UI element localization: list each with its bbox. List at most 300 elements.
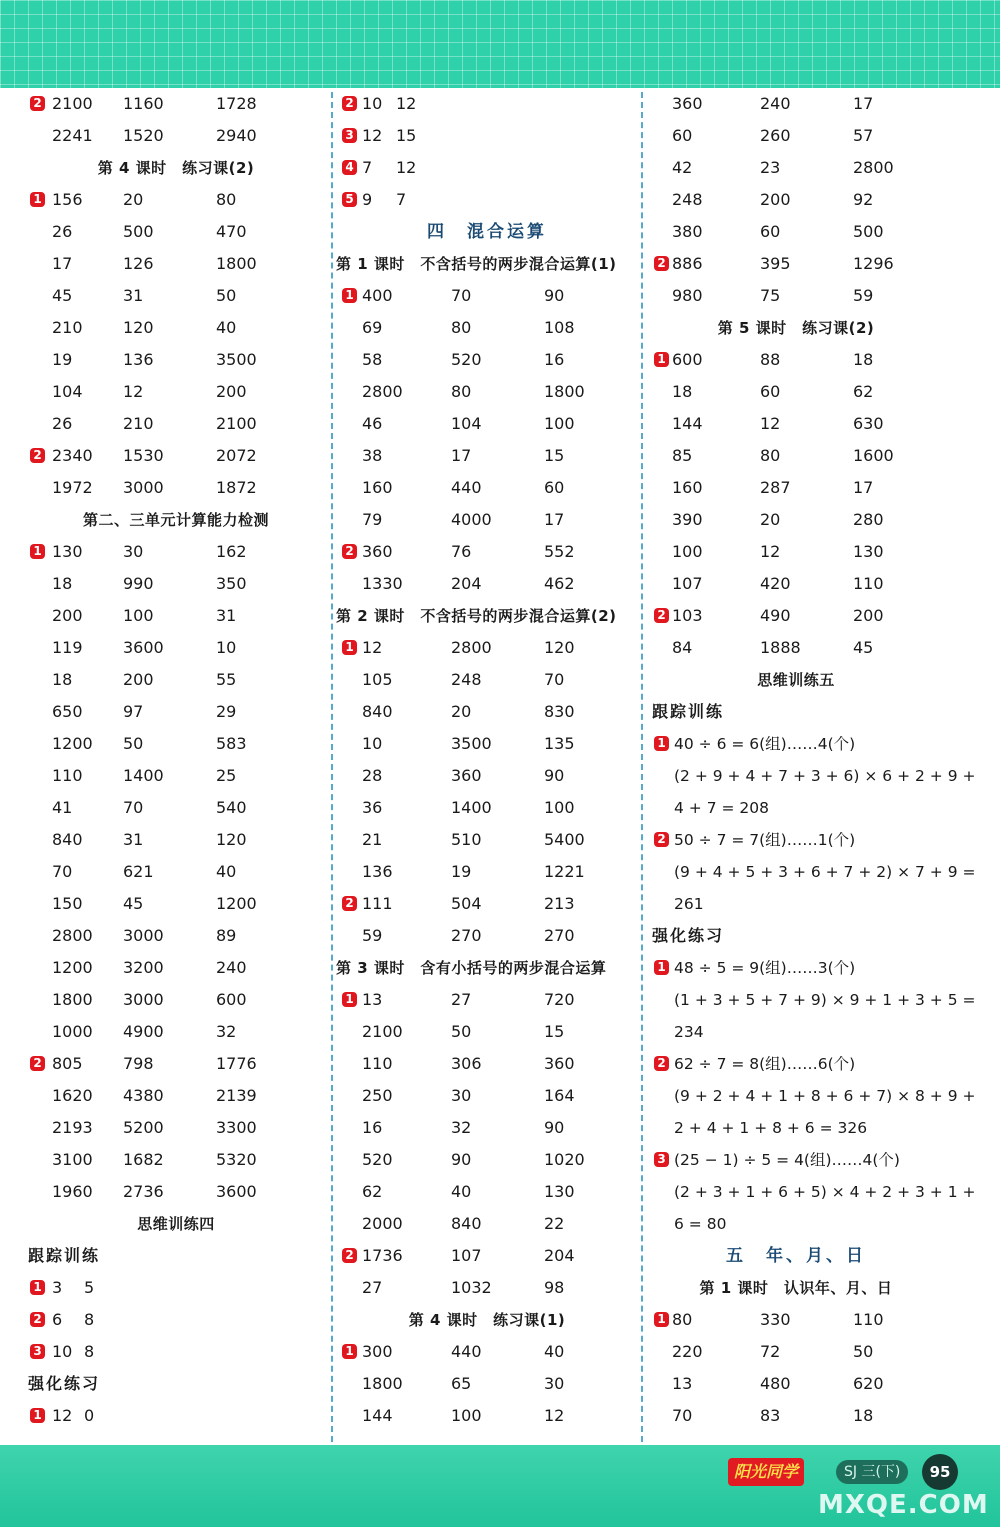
answer-row <box>22 1080 330 1112</box>
answer-value: 287 <box>760 478 791 497</box>
solution-text: 40 ÷ 6 = 6(组)……4(个) <box>674 735 856 753</box>
answer-value: 1620 <box>52 1086 93 1105</box>
answer-value: 12 <box>52 1406 73 1425</box>
answer-value: 350 <box>216 574 247 593</box>
answer-row <box>646 568 946 600</box>
brand-logo: 阳光同学 <box>728 1458 804 1486</box>
answer-row <box>22 1144 330 1176</box>
answer-value: 83 <box>760 1406 781 1425</box>
answer-value: 69 <box>362 318 383 337</box>
answer-row <box>334 344 640 376</box>
answer-value: 840 <box>451 1214 482 1233</box>
answer-value: 17 <box>451 446 472 465</box>
answer-column-1 <box>22 88 330 1445</box>
answer-value: 90 <box>451 1150 472 1169</box>
answer-value: 15 <box>396 126 417 145</box>
answer-value: 62 <box>853 382 874 401</box>
answer-value: 70 <box>672 1406 693 1425</box>
solution-line <box>646 1144 946 1176</box>
answer-value: 204 <box>451 574 482 593</box>
answer-value: 300 <box>362 1342 393 1361</box>
answer-value: 40 <box>544 1342 565 1361</box>
answer-row <box>334 472 640 504</box>
solution-line <box>646 1112 946 1144</box>
answer-value: 2736 <box>123 1182 164 1201</box>
answer-row <box>22 1272 330 1304</box>
answer-value: 630 <box>853 414 884 433</box>
answer-row <box>334 920 640 952</box>
question-number-badge: 1 <box>654 1312 669 1327</box>
answer-row <box>646 376 946 408</box>
answer-row <box>334 1272 640 1304</box>
answer-value: 60 <box>760 382 781 401</box>
answer-value: 840 <box>52 830 83 849</box>
answer-value: 2241 <box>52 126 93 145</box>
answer-row <box>22 344 330 376</box>
answer-value: 720 <box>544 990 575 1009</box>
answer-value: 29 <box>216 702 237 721</box>
answer-value: 6 <box>52 1310 63 1329</box>
answer-value: 4000 <box>451 510 492 529</box>
answer-row <box>646 280 946 312</box>
question-number-badge: 1 <box>654 352 669 367</box>
answer-value: 20 <box>123 190 144 209</box>
answer-value: 100 <box>123 606 154 625</box>
answer-row <box>646 632 946 664</box>
answer-value: 2800 <box>362 382 403 401</box>
answer-value: 90 <box>544 286 565 305</box>
solution-line <box>646 728 946 760</box>
answer-value: 520 <box>451 350 482 369</box>
answer-value: 160 <box>362 478 393 497</box>
answer-row <box>22 312 330 344</box>
answer-value: 3500 <box>451 734 492 753</box>
answer-value: 600 <box>216 990 247 1009</box>
answer-value: 798 <box>123 1054 154 1073</box>
answer-value: 75 <box>760 286 781 305</box>
answer-value: 130 <box>52 542 83 561</box>
answer-column-2 <box>334 88 640 1445</box>
question-number-badge: 2 <box>654 256 669 271</box>
section-heading: 第 1 课时 不含括号的两步混合运算(1) <box>336 255 617 273</box>
answer-value: 92 <box>853 190 874 209</box>
answer-value: 50 <box>853 1342 874 1361</box>
answer-row <box>646 248 946 280</box>
answer-value: 126 <box>123 254 154 273</box>
answer-value: 60 <box>760 222 781 241</box>
answer-value: 2100 <box>362 1022 403 1041</box>
answer-value: 1200 <box>52 734 93 753</box>
answer-value: 110 <box>853 1310 884 1329</box>
answer-value: 22 <box>544 1214 565 1233</box>
answer-value: 470 <box>216 222 247 241</box>
solution-text: (2 + 3 + 1 + 6 + 5) × 4 + 2 + 3 + 1 + <box>674 1183 976 1201</box>
section-heading: 第 1 课时 认识年、月、日 <box>699 1279 893 1297</box>
question-number-badge: 2 <box>654 608 669 623</box>
question-number-badge: 5 <box>342 192 357 207</box>
answer-value: 270 <box>451 926 482 945</box>
answer-row <box>22 280 330 312</box>
answer-row <box>646 440 946 472</box>
answer-value: 119 <box>52 638 83 657</box>
answer-row <box>646 344 946 376</box>
solution-line <box>646 856 976 888</box>
answer-value: 1000 <box>52 1022 93 1041</box>
answer-row <box>334 1144 640 1176</box>
question-number-badge: 1 <box>30 1408 45 1423</box>
answer-value: 120 <box>123 318 154 337</box>
answer-value: 88 <box>760 350 781 369</box>
answer-value: 41 <box>52 798 73 817</box>
answer-value: 805 <box>52 1054 83 1073</box>
solution-text: 261 <box>674 895 704 913</box>
answer-value: 552 <box>544 542 575 561</box>
solution-line <box>646 1208 946 1240</box>
answer-row <box>334 1240 640 1272</box>
answer-value: 17 <box>52 254 73 273</box>
answer-value: 13 <box>362 990 383 1009</box>
answer-value: 2800 <box>451 638 492 657</box>
answer-value: 70 <box>451 286 472 305</box>
solution-text: 234 <box>674 1023 704 1041</box>
answer-value: 540 <box>216 798 247 817</box>
answer-row <box>334 984 640 1016</box>
answer-value: 4900 <box>123 1022 164 1041</box>
answer-value: 1888 <box>760 638 801 657</box>
answer-value: 4380 <box>123 1086 164 1105</box>
answer-value: 110 <box>362 1054 393 1073</box>
answer-value: 162 <box>216 542 247 561</box>
answer-value: 12 <box>123 382 144 401</box>
solution-line <box>646 1016 946 1048</box>
answer-value: 1032 <box>451 1278 492 1297</box>
answer-value: 80 <box>760 446 781 465</box>
answer-row <box>646 152 946 184</box>
answer-value: 31 <box>123 830 144 849</box>
answer-value: 1736 <box>362 1246 403 1265</box>
section-heading: 第 4 课时 练习课(2) <box>97 159 255 177</box>
answer-value: 504 <box>451 894 482 913</box>
answer-row <box>22 888 330 920</box>
answer-value: 20 <box>451 702 472 721</box>
answer-value: 10 <box>52 1342 73 1361</box>
answer-value: 1160 <box>123 94 164 113</box>
answer-value: 1200 <box>52 958 93 977</box>
answer-value: 620 <box>853 1374 884 1393</box>
answer-value: 19 <box>451 862 472 881</box>
answer-value: 45 <box>123 894 144 913</box>
answer-value: 3500 <box>216 350 257 369</box>
answer-value: 500 <box>123 222 154 241</box>
answer-row <box>334 88 640 120</box>
answer-value: 520 <box>362 1150 393 1169</box>
grade-label: SJ 三(下) <box>836 1460 908 1484</box>
answer-value: 2340 <box>52 446 93 465</box>
answer-value: 3300 <box>216 1118 257 1137</box>
answer-row <box>22 600 330 632</box>
solution-text: 2 + 4 + 1 + 8 + 6 = 326 <box>674 1119 868 1137</box>
answer-value: 210 <box>52 318 83 337</box>
answer-value: 240 <box>216 958 247 977</box>
answer-value: 2000 <box>362 1214 403 1233</box>
answer-row <box>646 600 946 632</box>
section-heading: 思维训练四 <box>137 1215 215 1233</box>
answer-row <box>334 1208 640 1240</box>
answer-value: 2193 <box>52 1118 93 1137</box>
answer-row <box>334 408 640 440</box>
answer-value: 17 <box>544 510 565 529</box>
answer-row <box>334 1368 640 1400</box>
answer-value: 164 <box>544 1086 575 1105</box>
answer-value: 23 <box>760 158 781 177</box>
answer-value: 100 <box>672 542 703 561</box>
solution-text: 62 ÷ 7 = 8(组)……6(个) <box>674 1055 856 1073</box>
section-heading: 思维训练五 <box>757 671 835 689</box>
answer-value: 200 <box>52 606 83 625</box>
answer-value: 10 <box>216 638 237 657</box>
answer-value: 1520 <box>123 126 164 145</box>
answer-value: 210 <box>123 414 154 433</box>
answer-value: 990 <box>123 574 154 593</box>
answer-value: 1776 <box>216 1054 257 1073</box>
answer-row <box>646 1304 946 1336</box>
answer-value: 32 <box>451 1118 472 1137</box>
answer-value: 2940 <box>216 126 257 145</box>
answer-value: 583 <box>216 734 247 753</box>
answer-value: 80 <box>672 1310 693 1329</box>
answer-value: 621 <box>123 862 154 881</box>
answer-value: 30 <box>451 1086 472 1105</box>
answer-row <box>334 120 640 152</box>
answer-row <box>334 632 640 664</box>
question-number-badge: 1 <box>342 640 357 655</box>
answer-row <box>646 536 946 568</box>
answer-value: 120 <box>216 830 247 849</box>
answer-value: 12 <box>760 542 781 561</box>
answer-row <box>22 440 330 472</box>
answer-value: 58 <box>362 350 383 369</box>
answer-value: 50 <box>451 1022 472 1041</box>
answer-row <box>646 88 946 120</box>
question-number-badge: 2 <box>30 1312 45 1327</box>
answer-value: 650 <box>52 702 83 721</box>
answer-value: 27 <box>451 990 472 1009</box>
answer-value: 18 <box>853 350 874 369</box>
answer-value: 107 <box>672 574 703 593</box>
answer-value: 104 <box>52 382 83 401</box>
answer-value: 36 <box>362 798 383 817</box>
answer-row <box>22 408 330 440</box>
answer-row <box>22 792 330 824</box>
solution-text: 4 + 7 = 208 <box>674 799 769 817</box>
answer-value: 1400 <box>123 766 164 785</box>
answer-value: 360 <box>362 542 393 561</box>
question-number-badge: 1 <box>342 288 357 303</box>
answer-row <box>334 792 640 824</box>
answer-value: 980 <box>672 286 703 305</box>
answer-row <box>334 856 640 888</box>
answer-value: 16 <box>544 350 565 369</box>
answer-value: 160 <box>672 478 703 497</box>
answer-value: 38 <box>362 446 383 465</box>
answer-row <box>334 1112 640 1144</box>
answer-row <box>22 664 330 696</box>
solution-line <box>646 952 946 984</box>
answer-value: 12 <box>362 126 383 145</box>
answer-value: 18 <box>853 1406 874 1425</box>
answer-value: 70 <box>544 670 565 689</box>
answer-value: 130 <box>853 542 884 561</box>
answer-row <box>334 664 640 696</box>
answer-value: 510 <box>451 830 482 849</box>
answer-value: 28 <box>362 766 383 785</box>
section-heading: 第二、三单元计算能力检测 <box>82 511 269 529</box>
answer-value: 3 <box>52 1278 63 1297</box>
answer-row <box>22 1112 330 1144</box>
question-number-badge: 1 <box>342 1344 357 1359</box>
answer-value: 830 <box>544 702 575 721</box>
answer-value: 60 <box>544 478 565 497</box>
answer-value: 3200 <box>123 958 164 977</box>
answer-value: 80 <box>451 318 472 337</box>
answer-row <box>334 824 640 856</box>
answer-value: 120 <box>544 638 575 657</box>
answer-row <box>22 920 330 952</box>
answer-value: 65 <box>451 1374 472 1393</box>
question-number-badge: 2 <box>342 896 357 911</box>
answer-value: 3000 <box>123 990 164 1009</box>
answer-value: 98 <box>544 1278 565 1297</box>
answer-value: 108 <box>544 318 575 337</box>
answer-value: 2100 <box>216 414 257 433</box>
section-heading: 第 2 课时 不含括号的两步混合运算(2) <box>336 607 617 625</box>
answer-value: 1960 <box>52 1182 93 1201</box>
answer-value: 46 <box>362 414 383 433</box>
answer-value: 136 <box>123 350 154 369</box>
subsection-label: 强化练习 <box>652 926 725 945</box>
answer-value: 204 <box>544 1246 575 1265</box>
answer-value: 90 <box>544 766 565 785</box>
answer-value: 32 <box>216 1022 237 1041</box>
solution-line <box>646 760 976 792</box>
answer-value: 59 <box>853 286 874 305</box>
solution-text: (25 − 1) ÷ 5 = 4(组)……4(个) <box>674 1151 900 1169</box>
answer-value: 76 <box>451 542 472 561</box>
answer-value: 1600 <box>853 446 894 465</box>
answer-row <box>22 536 330 568</box>
answer-row <box>22 248 330 280</box>
answer-value: 15 <box>544 446 565 465</box>
answer-value: 440 <box>451 1342 482 1361</box>
answer-value: 260 <box>760 126 791 145</box>
answer-row <box>22 1016 330 1048</box>
answer-value: 27 <box>362 1278 383 1297</box>
answer-value: 42 <box>672 158 693 177</box>
answer-row <box>22 952 330 984</box>
answer-value: 103 <box>672 606 703 625</box>
answer-value: 45 <box>52 286 73 305</box>
answer-value: 1800 <box>362 1374 403 1393</box>
answer-value: 380 <box>672 222 703 241</box>
answer-value: 0 <box>84 1406 95 1425</box>
answer-value: 20 <box>760 510 781 529</box>
question-number-badge: 1 <box>342 992 357 1007</box>
answer-row <box>22 568 330 600</box>
answer-value: 104 <box>451 414 482 433</box>
subsection-label: 强化练习 <box>28 1374 101 1393</box>
answer-row <box>22 1304 330 1336</box>
column-divider <box>331 92 333 1442</box>
solution-line <box>646 1048 946 1080</box>
answer-row <box>646 120 946 152</box>
solution-line <box>646 792 946 824</box>
answer-row <box>334 1048 640 1080</box>
answer-value: 31 <box>216 606 237 625</box>
answer-value: 1800 <box>52 990 93 1009</box>
answer-value: 200 <box>760 190 791 209</box>
answer-value: 2800 <box>52 926 93 945</box>
answer-value: 1530 <box>123 446 164 465</box>
answer-value: 130 <box>544 1182 575 1201</box>
answer-value: 60 <box>672 126 693 145</box>
answer-row <box>22 1176 330 1208</box>
answer-value: 89 <box>216 926 237 945</box>
answer-value: 1296 <box>853 254 894 273</box>
answer-value: 13 <box>672 1374 693 1393</box>
answer-row <box>22 1336 330 1368</box>
subsection-label: 跟踪训练 <box>28 1246 101 1265</box>
answer-value: 40 <box>216 862 237 881</box>
unit-title: 四 混合运算 <box>427 222 547 242</box>
answer-row <box>334 728 640 760</box>
answer-value: 59 <box>362 926 383 945</box>
answer-row <box>334 1080 640 1112</box>
question-number-badge: 2 <box>654 1056 669 1071</box>
answer-value: 25 <box>216 766 237 785</box>
solution-line <box>646 824 946 856</box>
answer-value: 1682 <box>123 1150 164 1169</box>
answer-row <box>334 1336 640 1368</box>
answer-value: 30 <box>544 1374 565 1393</box>
answer-row <box>334 1016 640 1048</box>
answer-value: 26 <box>52 222 73 241</box>
answer-value: 1020 <box>544 1150 585 1169</box>
answer-row <box>646 472 946 504</box>
question-number-badge: 2 <box>30 448 45 463</box>
solution-line <box>646 888 946 920</box>
answer-value: 1221 <box>544 862 585 881</box>
answer-value: 12 <box>760 414 781 433</box>
answer-value: 7 <box>362 158 373 177</box>
answer-value: 200 <box>123 670 154 689</box>
answer-value: 100 <box>544 798 575 817</box>
answer-value: 18 <box>52 670 73 689</box>
answer-value: 360 <box>672 94 703 113</box>
answer-value: 200 <box>216 382 247 401</box>
question-number-badge: 1 <box>30 192 45 207</box>
answer-value: 150 <box>52 894 83 913</box>
answer-value: 440 <box>451 478 482 497</box>
solution-text: (9 + 2 + 4 + 1 + 8 + 6 + 7) × 8 + 9 + <box>674 1087 976 1105</box>
answer-row <box>334 312 640 344</box>
answer-value: 136 <box>362 862 393 881</box>
question-number-badge: 1 <box>654 736 669 751</box>
answer-row <box>334 888 640 920</box>
solution-line <box>646 1176 976 1208</box>
answer-value: 2800 <box>853 158 894 177</box>
solution-line <box>646 1080 976 1112</box>
answer-value: 17 <box>853 478 874 497</box>
